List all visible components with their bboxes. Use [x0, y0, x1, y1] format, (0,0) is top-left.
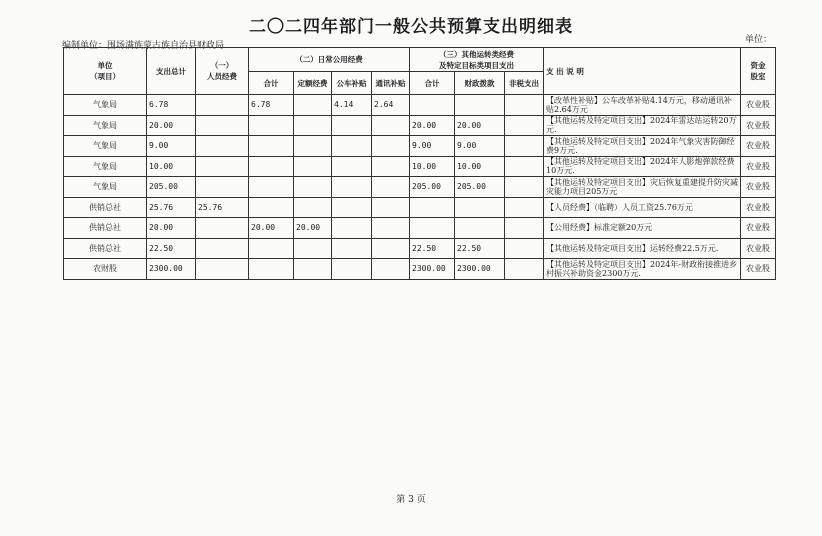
header-car: 公车补贴	[332, 72, 372, 95]
description-cell: 【公用经费】标准定额20万元	[544, 218, 741, 239]
section-cell: 农业股	[741, 177, 776, 198]
car-cell	[332, 197, 372, 218]
table-row	[64, 238, 776, 259]
comm-cell	[372, 218, 410, 239]
fiscal-cell: 205.00	[455, 177, 505, 198]
comm-cell	[372, 156, 410, 177]
nontax-cell	[505, 115, 544, 136]
other-total-cell: 10.00	[410, 156, 455, 177]
section-cell: 农业股	[741, 115, 776, 136]
description-cell: 【其他运转及特定项目支出】2024年-财政衔接推进乡村振兴补助资金2300万元.	[544, 259, 741, 280]
nontax-cell	[505, 259, 544, 280]
total-cell: 205.00	[147, 177, 196, 198]
nontax-cell	[505, 177, 544, 198]
car-cell	[332, 136, 372, 157]
car-cell	[332, 238, 372, 259]
total-cell: 25.76	[147, 197, 196, 218]
budget-table	[63, 47, 776, 280]
other-total-cell	[410, 95, 455, 116]
description-cell: 【其他运转及特定项目支出】灾后恢复重建提升防灾减灾能力项目205万元	[544, 177, 741, 198]
total-cell: 22.50	[147, 238, 196, 259]
personnel-cell	[196, 115, 249, 136]
daily-total-cell: 20.00	[249, 218, 294, 239]
comm-cell	[372, 197, 410, 218]
fiscal-cell: 9.00	[455, 136, 505, 157]
fiscal-cell	[455, 197, 505, 218]
unit-cell: 供销总社	[64, 197, 147, 218]
personnel-cell	[196, 177, 249, 198]
daily-total-cell	[249, 238, 294, 259]
total-cell: 6.78	[147, 95, 196, 116]
personnel-cell	[196, 136, 249, 157]
fiscal-cell: 22.50	[455, 238, 505, 259]
header-daily: （二）日常公用经费	[249, 48, 410, 72]
page-number: 第 3 页	[396, 495, 426, 505]
header-section: 资金 股室	[741, 48, 776, 95]
table-row	[64, 177, 776, 198]
table-row	[64, 259, 776, 280]
comm-cell	[372, 136, 410, 157]
section-cell: 农业股	[741, 238, 776, 259]
car-cell: 4.14	[332, 95, 372, 116]
comm-cell: 2.64	[372, 95, 410, 116]
quota-cell	[294, 177, 332, 198]
comm-cell	[372, 259, 410, 280]
quota-cell	[294, 197, 332, 218]
other-total-cell: 9.00	[410, 136, 455, 157]
table-row	[64, 115, 776, 136]
unit-cell: 气象局	[64, 156, 147, 177]
description-cell: 【其他运转及特定项目支出】2024年雷达站运转20万元.	[544, 115, 741, 136]
fiscal-cell	[455, 95, 505, 116]
description-cell: 【其他运转及特定项目支出】2024年人影炮弹款经费10万元.	[544, 156, 741, 177]
header-quota: 定额经费	[294, 72, 332, 95]
table-row	[64, 95, 776, 116]
unit-cell: 农财股	[64, 259, 147, 280]
other-total-cell: 22.50	[410, 238, 455, 259]
header-nontax: 非税支出	[505, 72, 544, 95]
fiscal-cell	[455, 218, 505, 239]
other-total-cell	[410, 197, 455, 218]
personnel-cell: 25.76	[196, 197, 249, 218]
quota-cell	[294, 95, 332, 116]
unit-cell: 气象局	[64, 136, 147, 157]
compiling-unit: 编制单位：围场满族蒙古族自治县财政局	[62, 41, 225, 51]
section-cell: 农业股	[741, 218, 776, 239]
personnel-cell	[196, 238, 249, 259]
unit-cell: 供销总社	[64, 218, 147, 239]
unit-cell: 供销总社	[64, 238, 147, 259]
header-other-total: 合计	[410, 72, 455, 95]
total-cell: 20.00	[147, 115, 196, 136]
total-cell: 2300.00	[147, 259, 196, 280]
quota-cell	[294, 156, 332, 177]
daily-total-cell	[249, 136, 294, 157]
daily-total-cell: 6.78	[249, 95, 294, 116]
nontax-cell	[505, 218, 544, 239]
total-cell: 9.00	[147, 136, 196, 157]
unit-label: 单位：	[745, 35, 773, 45]
unit-cell: 气象局	[64, 177, 147, 198]
personnel-cell	[196, 156, 249, 177]
description-cell: 【其他运转及特定项目支出】运转经费22.5万元.	[544, 238, 741, 259]
personnel-cell	[196, 95, 249, 116]
section-cell: 农业股	[741, 156, 776, 177]
header-personnel: （一） 人员经费	[196, 48, 249, 95]
section-cell: 农业股	[741, 95, 776, 116]
section-cell: 农业股	[741, 136, 776, 157]
car-cell	[332, 259, 372, 280]
fiscal-cell: 2300.00	[455, 259, 505, 280]
nontax-cell	[505, 156, 544, 177]
personnel-cell	[196, 259, 249, 280]
car-cell	[332, 177, 372, 198]
daily-total-cell	[249, 156, 294, 177]
description-cell: 【其他运转及特定项目支出】2024年气象灾害防御经费9万元.	[544, 136, 741, 157]
header-fiscal: 财政拨款	[455, 72, 505, 95]
table-row	[64, 156, 776, 177]
description-cell: 【改革性补贴】公车改革补贴4.14万元，移动通讯补贴2.64万元	[544, 95, 741, 116]
header-unit: 单位 （项目）	[64, 48, 147, 95]
table-row	[64, 197, 776, 218]
comm-cell	[372, 238, 410, 259]
section-cell: 农业股	[741, 259, 776, 280]
daily-total-cell	[249, 259, 294, 280]
car-cell	[332, 156, 372, 177]
header-daily-total: 合计	[249, 72, 294, 95]
nontax-cell	[505, 238, 544, 259]
car-cell	[332, 115, 372, 136]
table-row	[64, 218, 776, 239]
quota-cell: 20.00	[294, 218, 332, 239]
nontax-cell	[505, 136, 544, 157]
header-description: 支 出 说 明	[544, 48, 741, 95]
fiscal-cell: 20.00	[455, 115, 505, 136]
quota-cell	[294, 136, 332, 157]
comm-cell	[372, 177, 410, 198]
unit-cell: 气象局	[64, 115, 147, 136]
page-title: 二〇二四年部门一般公共预算支出明细表	[249, 17, 573, 37]
car-cell	[332, 218, 372, 239]
header-other: （三）其他运转类经费 及特定目标类项目支出	[410, 48, 544, 72]
nontax-cell	[505, 95, 544, 116]
personnel-cell	[196, 218, 249, 239]
other-total-cell: 20.00	[410, 115, 455, 136]
quota-cell	[294, 238, 332, 259]
description-cell: 【人员经费】（临聘）人员工资25.76万元	[544, 197, 741, 218]
section-cell: 农业股	[741, 197, 776, 218]
nontax-cell	[505, 197, 544, 218]
daily-total-cell	[249, 177, 294, 198]
table-row	[64, 136, 776, 157]
other-total-cell: 2300.00	[410, 259, 455, 280]
quota-cell	[294, 115, 332, 136]
quota-cell	[294, 259, 332, 280]
fiscal-cell: 10.00	[455, 156, 505, 177]
total-cell: 10.00	[147, 156, 196, 177]
daily-total-cell	[249, 197, 294, 218]
unit-cell: 气象局	[64, 95, 147, 116]
other-total-cell: 205.00	[410, 177, 455, 198]
comm-cell	[372, 115, 410, 136]
header-comm: 通讯补贴	[372, 72, 410, 95]
total-cell: 20.00	[147, 218, 196, 239]
daily-total-cell	[249, 115, 294, 136]
other-total-cell	[410, 218, 455, 239]
header-total: 支出总计	[147, 48, 196, 95]
